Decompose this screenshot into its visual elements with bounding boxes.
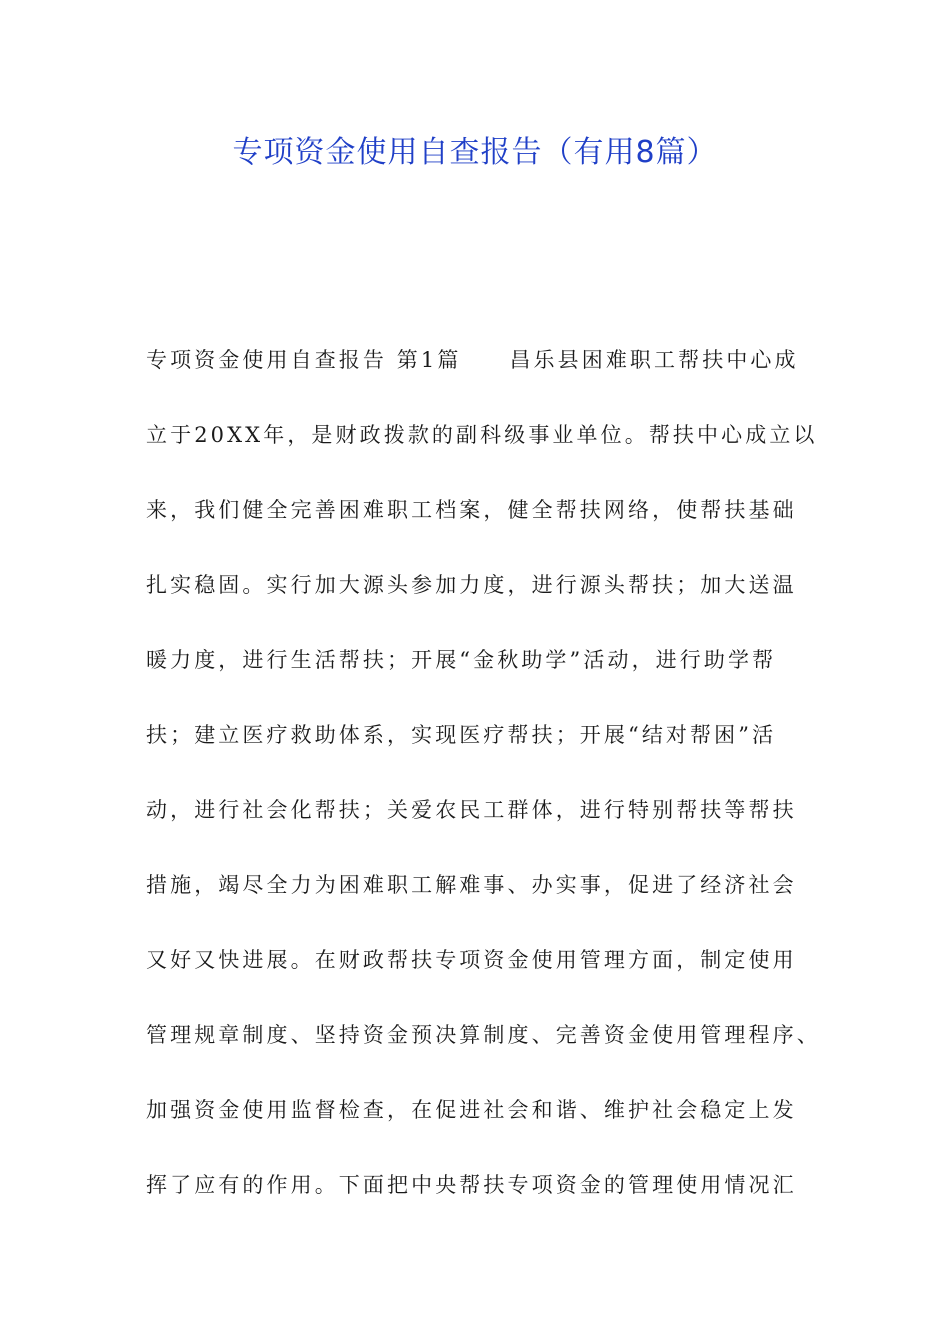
section-heading: 专项资金使用自查报告 第1篇	[146, 348, 462, 372]
body-line-5: 暖力度，进行生活帮扶；开展“金秋助学”活动，进行助学帮	[146, 648, 777, 672]
document-body	[146, 332, 826, 1232]
body-line-12: 挥了应有的作用。下面把中央帮扶专项资金的管理使用情况汇	[146, 1173, 797, 1197]
body-line-1-text: 昌乐县困难职工帮扶中心成	[509, 348, 799, 372]
body-line-11: 加强资金使用监督检查，在促进社会和谐、维护社会稳定上发	[146, 1098, 797, 1122]
body-line-3: 来，我们健全完善困难职工档案，健全帮扶网络，使帮扶基础	[146, 498, 797, 522]
document-title: 专项资金使用自查报告（有用8篇）	[232, 135, 718, 170]
body-line-9: 又好又快进展。在财政帮扶专项资金使用管理方面，制定使用	[146, 948, 797, 972]
body-line-10: 管理规章制度、坚持资金预决算制度、完善资金使用管理程序、	[146, 1023, 821, 1047]
body-line-8: 措施，竭尽全力为困难职工解难事、办实事，促进了经济社会	[146, 873, 797, 897]
body-line-1	[146, 332, 826, 407]
body-line-2: 立于20XX年，是财政拨款的副科级事业单位。帮扶中心成立以	[146, 423, 818, 447]
body-line-6: 扶；建立医疗救助体系，实现医疗帮扶；开展“结对帮困”活	[146, 723, 777, 747]
body-line-4: 扎实稳固。实行加大源头参加力度，进行源头帮扶；加大送温	[146, 573, 797, 597]
body-line-7: 动，进行社会化帮扶；关爱农民工群体，进行特别帮扶等帮扶	[146, 798, 797, 822]
